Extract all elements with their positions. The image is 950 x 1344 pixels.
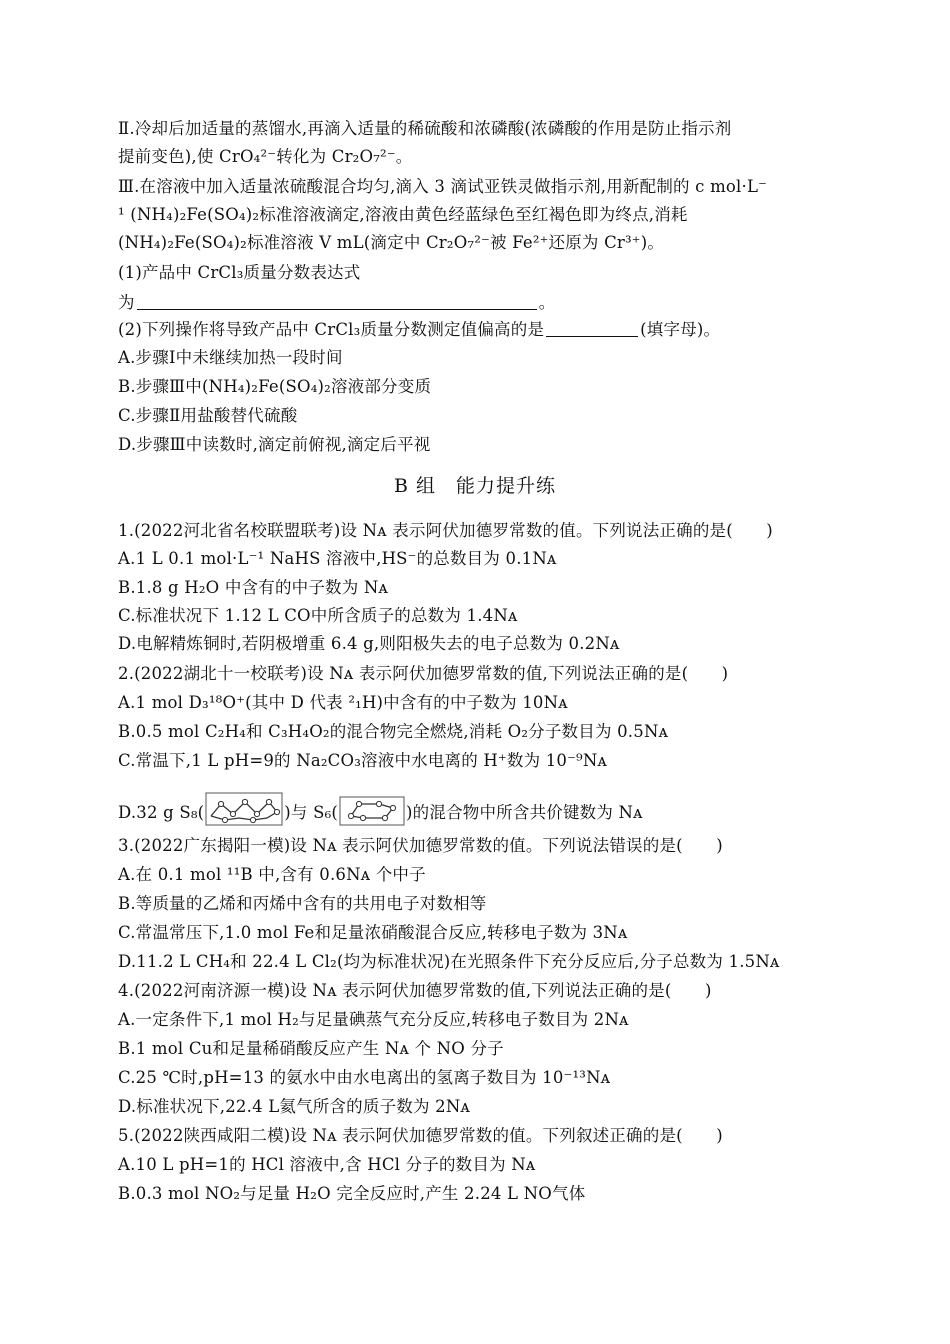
step3-line2: ¹ (NH₄)₂Fe(SO₄)₂标准溶液滴定,溶液由黄色经蓝绿色至红褐色即为终点,消耗 [118, 205, 688, 224]
q1-line2 [118, 292, 838, 314]
question-3-option-c: C.常温常压下,1.0 mol Fe和足量浓硝酸混合反应,转移电子数为 3Nᴀ [118, 923, 628, 942]
question-2-option-a: A.1 mol D₃¹⁸O⁺(其中 D 代表 ²₁H)中含有的中子数为 10Nᴀ [118, 693, 568, 712]
question-1-option-a: A.1 L 0.1 mol·L⁻¹ NaHS 溶液中,HS⁻的总数目为 0.1Nᴀ [118, 549, 557, 568]
step2-line1: Ⅱ.冷却后加适量的蒸馏水,再滴入适量的稀硫酸和浓磷酸(浓磷酸的作用是防止指示剂 [118, 119, 732, 138]
step3-line1: Ⅲ.在溶液中加入适量浓硫酸混合均匀,滴入 3 滴试亚铁灵做指示剂,用新配制的 c mol·L⁻ [118, 177, 768, 196]
question-5-option-a: A.10 L pH=1的 HCl 溶液中,含 HCl 分子的数目为 Nᴀ [118, 1155, 536, 1174]
q1-line1: (1)产品中 CrCl₃质量分数表达式 [118, 263, 361, 282]
q2d-mid: )与 S₆( [284, 803, 339, 822]
question-3-option-d: D.11.2 L CH₄和 22.4 L Cl₂(均为标准状况)在光照条件下充分反应后,分子总数为 1.5Nᴀ [118, 952, 780, 971]
section-title: B 组 能力提升练 [393, 475, 556, 497]
question-3-option-a: A.在 0.1 mol ¹¹B 中,含有 0.6Nᴀ 个中子 [118, 865, 426, 884]
question-5-stem: 5.(2022陕西咸阳二模)设 Nᴀ 表示阿伏加德罗常数的值。下列叙述正确的是( ) [118, 1126, 723, 1145]
question-3-stem: 3.(2022广东揭阳一模)设 Nᴀ 表示阿伏加德罗常数的值。下列说法错误的是( ) [118, 836, 723, 855]
answer-blank-2[interactable] [546, 320, 638, 337]
question-2-stem: 2.(2022湖北十一校联考)设 Nᴀ 表示阿伏加德罗常数的值,下列说法正确的是( ) [118, 664, 729, 683]
question-2-option-c: C.常温下,1 L pH=9的 Na₂CO₃溶液中水电离的 H⁺数为 10⁻⁹Nᴀ [118, 751, 608, 770]
q2-prefix: (2)下列操作将导致产品中 CrCl₃质量分数测定值偏高的是 [118, 320, 545, 339]
question-4-option-d: D.标准状况下,22.4 L氦气所含的质子数为 2Nᴀ [118, 1097, 470, 1116]
question-2-option-b: B.0.5 mol C₂H₄和 C₃H₄O₂的混合物完全燃烧,消耗 O₂分子数目为 0.5Nᴀ [118, 722, 669, 741]
q2-option-d: D.步骤Ⅲ中读数时,滴定前俯视,滴定后平视 [118, 435, 431, 454]
question-4-option-b: B.1 mol Cu和足量稀硝酸反应产生 Nᴀ 个 NO 分子 [118, 1039, 504, 1058]
step2-line2: 提前变色),使 CrO₄²⁻转化为 Cr₂O₇²⁻。 [118, 147, 413, 166]
question-2-option-d [118, 792, 838, 826]
step3-line3: (NH₄)₂Fe(SO₄)₂标准溶液 V mL(滴定中 Cr₂O₇²⁻被 Fe²⁺还原为 Cr³⁺)。 [118, 233, 665, 252]
q2-suffix: (填字母)。 [640, 320, 721, 339]
q2-option-a: A.步骤Ⅰ中未继续加热一段时间 [118, 348, 343, 367]
question-1-option-d: D.电解精炼铜时,若阴极增重 6.4 g,则阳极失去的电子总数为 0.2Nᴀ [118, 634, 620, 653]
q2-option-c: C.步骤Ⅱ用盐酸替代硫酸 [118, 406, 298, 425]
q2d-prefix: D.32 g S₈( [118, 803, 205, 822]
question-3-option-b: B.等质量的乙烯和丙烯中含有的共用电子对数相等 [118, 894, 487, 913]
question-4-option-a: A.一定条件下,1 mol H₂与足量碘蒸气充分反应,转移电子数目为 2Nᴀ [118, 1010, 629, 1029]
question-1-option-b: B.1.8 g H₂O 中含有的中子数为 Nᴀ [118, 578, 389, 597]
question-1-option-c: C.标准状况下 1.12 L CO中所含质子的总数为 1.4Nᴀ [118, 606, 518, 625]
s6-ring-structure-icon [339, 796, 405, 826]
q2-line [118, 319, 838, 341]
q1-line2-suffix: 。 [538, 293, 556, 312]
answer-blank-1[interactable] [137, 293, 537, 310]
q1-line2-prefix: 为 [118, 293, 135, 312]
s8-ring-structure-icon [205, 792, 283, 826]
question-1-stem: 1.(2022河北省名校联盟联考)设 Nᴀ 表示阿伏加德罗常数的值。下列说法正确的是( ) [118, 521, 773, 540]
question-5-option-b: B.0.3 mol NO₂与足量 H₂O 完全反应时,产生 2.24 L NO气体 [118, 1184, 586, 1203]
q2-option-b: B.步骤Ⅲ中(NH₄)₂Fe(SO₄)₂溶液部分变质 [118, 377, 432, 396]
question-4-stem: 4.(2022河南济源一模)设 Nᴀ 表示阿伏加德罗常数的值,下列说法正确的是( ) [118, 981, 712, 1000]
question-4-option-c: C.25 ℃时,pH=13 的氨水中由水电离出的氢离子数目为 10⁻¹³Nᴀ [118, 1068, 611, 1087]
q2d-suffix: )的混合物中所含共价键数为 Nᴀ [406, 803, 643, 822]
